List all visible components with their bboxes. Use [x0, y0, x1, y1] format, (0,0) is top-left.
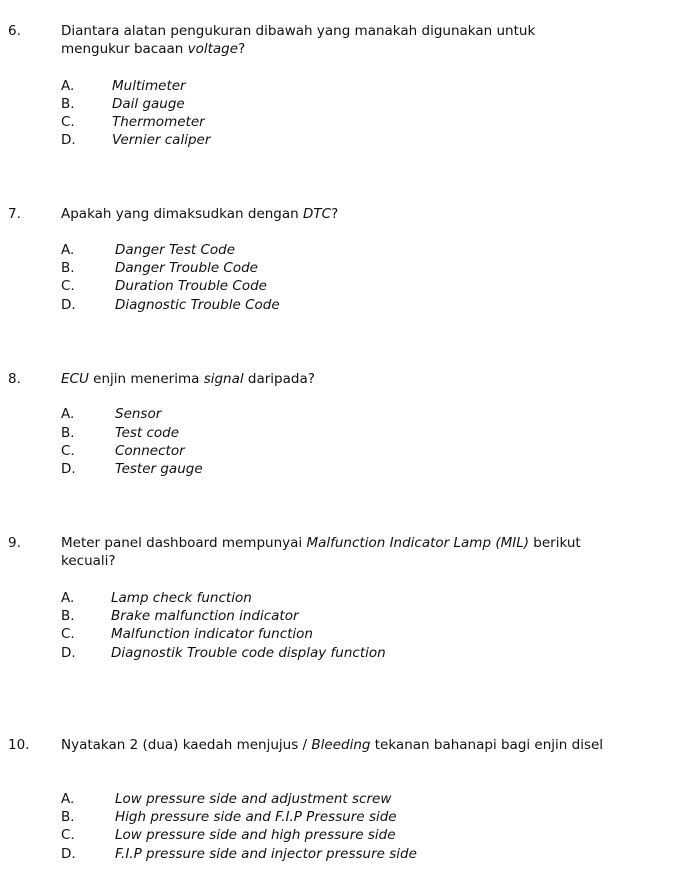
option-letter: A. — [61, 78, 75, 94]
option-letter: D. — [61, 132, 76, 148]
option-letter: B. — [61, 809, 75, 825]
option-text: Brake malfunction indicator — [111, 608, 299, 624]
question-stem — [61, 205, 661, 223]
stem-line: Diantara alatan pengukuran dibawah yang manakah digunakan untuk — [61, 23, 536, 39]
option-text: Connector — [115, 443, 185, 459]
question-number: 10. — [8, 737, 30, 753]
question-stem — [61, 534, 661, 570]
option-letter: C. — [61, 278, 75, 294]
option-text: Diagnostik Trouble code display function — [111, 645, 386, 661]
option-letter: B. — [61, 260, 75, 276]
option-letter: C. — [61, 626, 75, 642]
option-letter: D. — [61, 461, 76, 477]
option-text: Low pressure side and adjustment screw — [115, 791, 392, 807]
stem-line — [61, 40, 661, 58]
stem-line — [61, 534, 661, 552]
option-text: High pressure side and F.I.P Pressure side — [115, 809, 397, 825]
option-text: Tester gauge — [115, 461, 203, 477]
stem-italic-term: voltage — [187, 41, 239, 57]
option-letter: A. — [61, 590, 75, 606]
option-letter: A. — [61, 242, 75, 258]
stem-text: Apakah yang dimaksudkan dengan — [61, 206, 303, 222]
question-stem — [61, 370, 661, 388]
option-text: Danger Trouble Code — [115, 260, 258, 276]
option-letter: D. — [61, 297, 76, 313]
stem-text: mengukur bacaan — [61, 41, 188, 57]
option-text: Vernier caliper — [112, 132, 211, 148]
question-number: 9. — [8, 535, 21, 551]
stem-italic-term: Bleeding — [311, 737, 371, 753]
option-text: Multimeter — [112, 78, 186, 94]
question-stem — [61, 736, 671, 754]
option-text: Dail gauge — [112, 96, 185, 112]
stem-text: ? — [331, 206, 339, 222]
option-letter: C. — [61, 114, 75, 130]
option-text: F.I.P pressure side and injector pressure side — [115, 846, 417, 862]
stem-text: berikut — [529, 535, 581, 551]
option-letter: B. — [61, 425, 75, 441]
option-letter: D. — [61, 846, 76, 862]
stem-italic-term: DTC — [303, 206, 332, 222]
option-text: Diagnostic Trouble Code — [115, 297, 280, 313]
stem-text: Nyatakan 2 (dua) kaedah menjujus / — [61, 737, 312, 753]
stem-italic-term: signal — [203, 371, 244, 387]
option-text: Low pressure side and high pressure side — [115, 827, 396, 843]
option-letter: B. — [61, 608, 75, 624]
option-text: Malfunction indicator function — [111, 626, 313, 642]
option-text: Lamp check function — [111, 590, 252, 606]
stem-italic-term: Malfunction Indicator Lamp (MIL) — [306, 535, 529, 551]
stem-text: tekanan bahanapi bagi enjin disel — [370, 737, 604, 753]
stem-italic-term: ECU — [61, 371, 89, 387]
option-text: Sensor — [115, 406, 162, 422]
option-text: Danger Test Code — [115, 242, 236, 258]
stem-text: daripada? — [243, 371, 315, 387]
stem-text: ? — [238, 41, 246, 57]
option-text: Duration Trouble Code — [115, 278, 267, 294]
question-stem — [61, 22, 661, 58]
option-letter: B. — [61, 96, 75, 112]
option-letter: C. — [61, 443, 75, 459]
option-letter: D. — [61, 645, 76, 661]
stem-line: kecuali? — [61, 553, 116, 569]
option-text: Test code — [115, 425, 180, 441]
stem-text: Meter panel dashboard mempunyai — [61, 535, 307, 551]
option-text: Thermometer — [112, 114, 205, 130]
option-letter: A. — [61, 406, 75, 422]
question-number: 6. — [8, 23, 21, 39]
question-number: 7. — [8, 206, 21, 222]
option-letter: A. — [61, 791, 75, 807]
option-letter: C. — [61, 827, 75, 843]
stem-text: enjin menerima — [88, 371, 204, 387]
question-number: 8. — [8, 371, 21, 387]
